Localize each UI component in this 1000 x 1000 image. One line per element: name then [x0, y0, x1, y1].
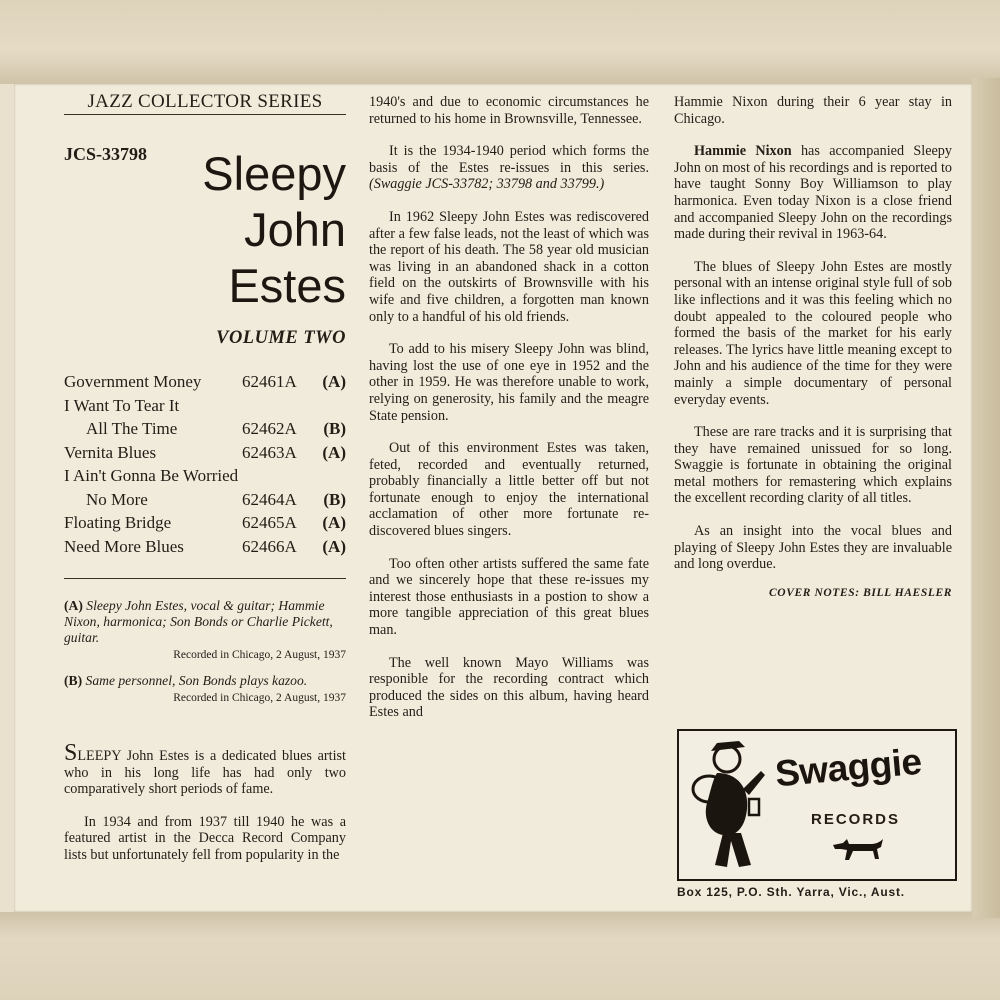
track-item: [64, 442, 346, 469]
track-name: Floating Bridge: [64, 513, 172, 532]
personnel-a: [64, 598, 346, 646]
volume-label: VOLUME TWO: [216, 328, 346, 348]
side-b-label: (B): [64, 673, 83, 688]
track-item-continued: [64, 421, 346, 445]
track-side: (A): [322, 513, 346, 532]
hammie-nixon-bold: Hammie Nixon: [694, 143, 792, 160]
series-heading: JAZZ COLLECTOR SERIES: [64, 94, 346, 115]
cover-notes-credit: COVER NOTES: BILL HAESLER: [769, 586, 952, 599]
track-name: Government Money: [64, 372, 202, 391]
intro-text: [64, 740, 346, 880]
title-line-3: Estes: [228, 259, 346, 312]
mid-paragraph-3: In 1962 Sleepy John Estes was rediscovered after a few false leads, not the least of which was the report of his death. The 58 year old musician was living in an abandoned shack in a cotton field on the outskirts of Brownsville with his wife and five children, a forgotten man known only to a handful of his old friends.: [369, 208, 649, 325]
mid-paragraph-2-text: It is the 1934-1940 period which forms the basis of the Estes re-issues in this series.: [369, 143, 649, 176]
divider: [64, 578, 346, 579]
sleeve-bottom-edge: [0, 912, 1000, 1000]
track-name-continued: No More: [86, 489, 148, 509]
personnel-notes: [64, 598, 346, 706]
personnel-b: [64, 673, 346, 689]
catalog-number: JCS-33798: [64, 144, 148, 164]
mid-paragraph-4: To add to his misery Sleepy John was blind, having lost the use of one eye in 1952 and the other in 1959. He was therefore unable to work, relying on generosity, his family and the meagre State pension.: [369, 341, 649, 424]
drop-cap: S: [64, 740, 78, 766]
swaggie-logo-box: [677, 729, 957, 881]
track-item: [64, 395, 346, 422]
right-paragraph-1: Hammie Nixon during their 6 year stay in Chicago.: [674, 94, 952, 127]
track-side: (B): [323, 489, 346, 509]
swagman-icon: [687, 737, 769, 873]
matrix-number: 62462A: [242, 419, 297, 438]
track-list: [64, 374, 346, 562]
dingo-icon: [829, 835, 885, 863]
track-name: I Want To Tear It: [64, 395, 180, 415]
left-column: [64, 91, 346, 863]
track-item-continued: [64, 489, 346, 516]
mid-paragraph-6: Too often other artists suffered the same fate and we sincerely hope that these re-issues my interest those enthusiasts in a postion to show a more tangible appreciation of this great blues man.: [369, 555, 649, 639]
middle-column: [369, 94, 649, 737]
track-side: (A): [322, 536, 346, 556]
title-line-1: Sleepy: [202, 147, 346, 200]
matrix-number: 62461A: [242, 372, 297, 391]
track-name: Need More Blues: [64, 536, 184, 556]
catalog-reference: (Swaggie JCS-33782; 33798 and 33799.): [369, 176, 605, 193]
mid-paragraph-2: [369, 143, 649, 193]
track-side: (A): [322, 372, 346, 391]
recording-info-a: Recorded in Chicago, 2 August, 1937: [173, 649, 346, 661]
label-address: Box 125, P.O. Sth. Yarra, Vic., Aust.: [677, 885, 905, 899]
mid-paragraph-1: 1940's and due to economic circumstances he returned to his home in Brownsville, Tennessee.: [369, 94, 649, 127]
mid-paragraph-5: Out of this environment Estes was taken, feted, recorded and eventually returned, probably financially a little better off but not fortunate enough to enjoy the international acclamation of other more fortunate re-discovered blues singers.: [369, 440, 649, 540]
right-paragraph-2: [674, 143, 952, 243]
sleeve-top-edge: [0, 0, 1000, 84]
matrix-number: 62463A: [242, 442, 297, 462]
records-label: RECORDS: [811, 811, 901, 828]
right-paragraph-3: The blues of Sleepy John Estes are mostly personal with an intense original style full of sob like inflections and it was this feeling which no doubt appealed to the coloured people who formed the basis of the market for his early releases. The lyrics have little meaning except to John and his audience of the time for they were mainly a simple documentary of personal everyday events.: [674, 258, 952, 408]
right-paragraph-5: As an insight into the vocal blues and playing of Sleepy John Estes they are invaluable and long overdue.: [674, 523, 952, 573]
matrix-number: 62465A: [242, 513, 297, 532]
album-title: [202, 146, 346, 314]
matrix-number: 62464A: [242, 489, 297, 509]
intro-paragraph-2: In 1934 and from 1937 till 1940 he was a featured artist in the Decca Record Company lists but unfortunately fell from popularity in the: [64, 813, 346, 863]
intro-paragraph-1: [64, 740, 346, 798]
track-side: (B): [323, 419, 346, 438]
track-name: Vernita Blues: [64, 442, 157, 462]
track-item: [64, 468, 346, 492]
intro-paragraph-1-text: LEEPY John Estes is a dedicated blues artist who in his long life has had only two comparatively short periods of fame.: [64, 748, 346, 798]
side-a-label: (A): [64, 598, 83, 613]
swaggie-wordmark: Swaggie: [773, 740, 924, 795]
title-line-2: John: [244, 203, 346, 256]
track-name-continued: All The Time: [86, 419, 178, 438]
track-name: I Ain't Gonna Be Worried: [64, 466, 239, 485]
right-column: [674, 94, 952, 601]
personnel-a-text: Sleepy John Estes, vocal & guitar; Hammie Nixon, harmonica; Son Bonds or Charlie Pickett, guitar.: [64, 598, 333, 645]
sleeve-right-edge: [972, 78, 1000, 918]
mid-paragraph-7: The well known Mayo Williams was responible for the recording contract which produced the sides on this album, having heard Estes and: [369, 654, 649, 721]
track-side: (A): [322, 442, 346, 462]
right-paragraph-4: These are rare tracks and it is surprising that they have remained unissued for so long. Swaggie is fortunate in obtaining the original metal mothers for remastering which explains the excellent recording clarity of all titles.: [674, 424, 952, 507]
right-paragraph-2-text: has accompanied Sleepy John on most of his recordings and is reported to have taught Sonny Boy Williamson to play harmonica. Even today Nixon is a close friend and accompanied Sleepy John on the recordings made during their revival in 1963-64.: [674, 143, 952, 243]
recording-info-b: Recorded in Chicago, 2 August, 1937: [173, 692, 346, 704]
matrix-number: 62466A: [242, 536, 297, 556]
track-item: [64, 515, 346, 539]
track-item: [64, 536, 346, 563]
track-item: [64, 374, 346, 398]
personnel-b-text: Same personnel, Son Bonds plays kazoo.: [85, 673, 308, 688]
